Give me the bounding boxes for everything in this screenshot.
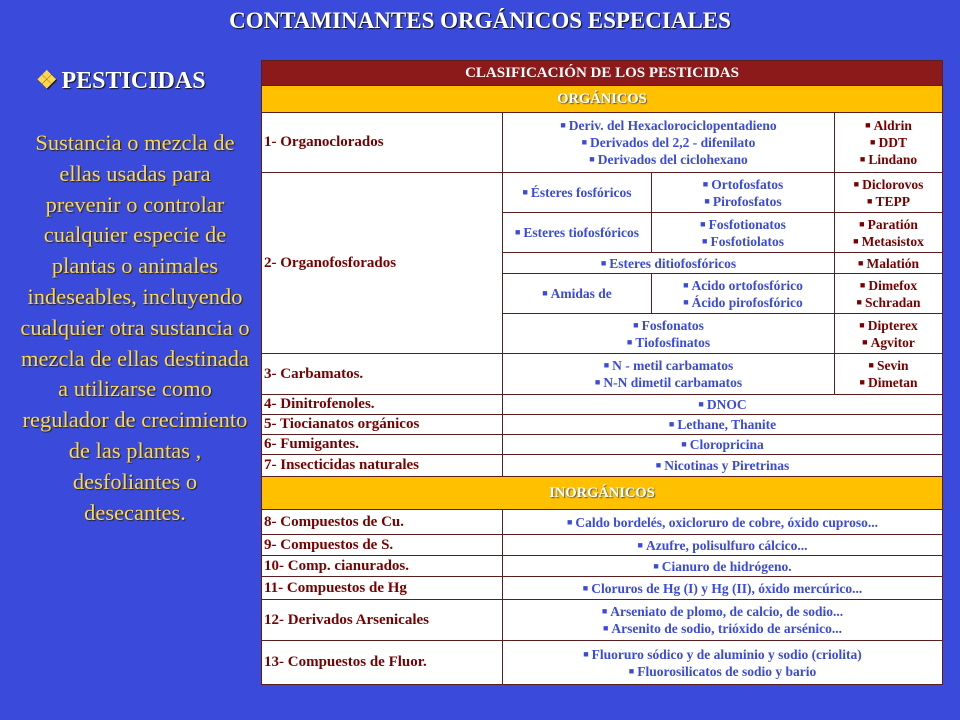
- examples-cell: ■ Diclorovos ■ TEPP: [835, 173, 943, 213]
- value-cell: ■ DNOC: [503, 395, 943, 415]
- table-row: [262, 600, 943, 641]
- subclass-cell: ■ Esteres ditiofosfóricos: [503, 253, 835, 274]
- example-text: Schradan: [864, 294, 921, 310]
- category-cell: 7- Insecticidas naturales: [262, 455, 503, 477]
- subclass-text: Fosfonatos: [641, 317, 704, 333]
- subclass-detail-cell: ■ Ortofosfatos ■ Pirofosfatos: [652, 173, 835, 213]
- category-cell: 11- Compuestos de Hg: [262, 577, 503, 600]
- example-text: Aldrin: [873, 118, 912, 133]
- category-cell: 3- Carbamatos.: [262, 354, 503, 395]
- value-text: Arseniato de plomo, de calcio, de sodio...: [610, 604, 844, 619]
- pesticides-classification-table: [261, 60, 943, 685]
- subclass-text: Derivados del ciclohexano: [597, 152, 748, 167]
- subclass-detail-cell: ■ Fosfotionatos ■ Fosfotiolatos: [652, 213, 835, 253]
- examples-cell: ■ Sevin ■ Dimetan: [835, 354, 943, 395]
- examples-cell: ■ Dimefox ■ Schradan: [835, 274, 943, 314]
- table-row: [262, 354, 943, 395]
- example-text: DDT: [878, 135, 907, 150]
- value-text: Nicotinas y Piretrinas: [664, 458, 790, 473]
- example-text: Dipterex: [867, 317, 918, 333]
- table-row: [262, 395, 943, 415]
- category-cell: 1- Organoclorados: [262, 113, 503, 173]
- subclass-text: Ácido pirofosfórico: [691, 294, 803, 310]
- table-row: [262, 455, 943, 477]
- definition-text: Sustancia o mezcla de ellas usadas para prevenir o controlar cualquier especie de plantas o animales indeseables, incluyendo cualquier otra sustancia o mezcla de ellas destinada a utilizarse como regulador de crecimiento de las plantas , desfoliantes o desecantes.: [20, 130, 250, 525]
- example-text: Dimefox: [868, 277, 918, 293]
- examples-cell: ■ Dipterex ■ Agvitor: [835, 314, 943, 354]
- subclass-text: Acido ortofosfórico: [691, 277, 803, 293]
- examples-cell: ■ Malatión: [835, 253, 943, 274]
- subclass-text: Ortofosfatos: [711, 176, 784, 192]
- diamond-bullet-icon: ❖: [36, 68, 58, 94]
- subclass-cell: ■ Esteres tiofosfóricos: [503, 213, 652, 253]
- value-cell: ■ Nicotinas y Piretrinas: [503, 455, 943, 477]
- subclass-text: Esteres ditiofosfóricos: [609, 255, 737, 271]
- examples-cell: ■ Paratión ■ Metasistox: [835, 213, 943, 253]
- section-row-organicos: [262, 86, 943, 113]
- table-header: CLASIFICACIÓN DE LOS PESTICIDAS: [262, 61, 943, 86]
- example-text: TEPP: [875, 193, 910, 209]
- example-text: Malatión: [866, 255, 919, 271]
- category-cell: 12- Derivados Arsenicales: [262, 600, 503, 641]
- section-row-inorganicos: [262, 477, 943, 510]
- value-text: Cloropricina: [689, 437, 764, 452]
- value-text: DNOC: [706, 397, 747, 412]
- subclass-text: Deriv. del Hexaclorociclopentadieno: [568, 118, 777, 133]
- table-row: [262, 556, 943, 577]
- subclass-cell: ■ Ésteres fosfóricos: [503, 173, 652, 213]
- subclass-cell: ■ Amidas de: [503, 274, 652, 314]
- example-text: Dimetan: [867, 375, 918, 390]
- example-text: Sevin: [876, 358, 909, 373]
- subclass-text: Ésteres fosfóricos: [530, 185, 632, 200]
- subclass-text: N - metil carbamatos: [612, 358, 734, 373]
- category-cell: 2- Organofosforados: [262, 173, 503, 354]
- value-text: Arsenito de sodio, trióxido de arsénico...: [611, 621, 843, 636]
- table-row: [262, 510, 943, 535]
- value-cell: ■ Arseniato de plomo, de calcio, de sodio... ■ Arsenito de sodio, trióxido de arsénico...: [503, 600, 943, 641]
- subclass-text: Derivados del 2,2 - difenilato: [590, 135, 756, 150]
- example-text: Metasistox: [861, 233, 924, 249]
- heading-text: PESTICIDAS: [61, 68, 206, 94]
- table-row: [262, 535, 943, 556]
- value-cell: ■ Cloruros de Hg (I) y Hg (II), óxido mercúrico...: [503, 577, 943, 600]
- value-text: Azufre, polisulfuro cálcico...: [645, 537, 808, 553]
- category-cell: 8- Compuestos de Cu.: [262, 510, 503, 535]
- table-row: [262, 173, 943, 213]
- table-header-row: [262, 61, 943, 86]
- example-text: Lindano: [868, 152, 918, 167]
- value-cell: ■ Cianuro de hidrógeno.: [503, 556, 943, 577]
- subclass-text: Fosfotionatos: [708, 216, 786, 232]
- value-text: Cloruros de Hg (I) y Hg (II), óxido mercúrico...: [591, 580, 863, 596]
- example-text: Agvitor: [870, 334, 915, 350]
- subclass-text: Tiofosfinatos: [635, 334, 711, 350]
- category-cell: 5- Tiocianatos orgánicos: [262, 415, 503, 435]
- section-label-organicos: ORGÁNICOS: [262, 86, 943, 113]
- category-cell: 9- Compuestos de S.: [262, 535, 503, 556]
- example-text: Paratión: [867, 216, 918, 232]
- subclass-text: Esteres tiofosfóricos: [523, 225, 640, 240]
- examples-cell: ■ Aldrin ■ DDT ■ Lindano: [835, 113, 943, 173]
- table-row: [262, 435, 943, 455]
- subclass-text: Fosfotiolatos: [710, 233, 784, 249]
- subclass-cell: ■ Fosfonatos ■ Tiofosfinatos: [503, 314, 835, 354]
- example-text: Diclorovos: [862, 176, 924, 192]
- subclass-detail-cell: ■ Acido ortofosfórico ■ Ácido pirofosfórico: [652, 274, 835, 314]
- subclass-text: N-N dimetil carbamatos: [603, 375, 743, 390]
- table-row: [262, 577, 943, 600]
- table-row: [262, 113, 943, 173]
- subclass-cell: ■ N - metil carbamatos ■ N-N dimetil carbamatos: [503, 354, 835, 395]
- value-text: Fluoruro sódico y de aluminio y sodio (criolita): [591, 646, 862, 662]
- value-cell: ■ Cloropricina: [503, 435, 943, 455]
- subclass-text: Pirofosfatos: [712, 193, 782, 209]
- value-text: Caldo bordelés, oxicloruro de cobre, óxido cuproso...: [575, 514, 879, 530]
- section-label-inorganicos: INORGÁNICOS: [262, 477, 943, 510]
- value-text: Lethane, Thanite: [677, 417, 777, 432]
- value-text: Cianuro de hidrógeno.: [661, 558, 792, 574]
- subclass-cell: ■ Deriv. del Hexaclorociclopentadieno ■ Derivados del 2,2 - difenilato ■ Derivados del ciclohexano: [503, 113, 835, 173]
- category-cell: 13- Compuestos de Fluor.: [262, 641, 503, 685]
- section-heading: [36, 66, 206, 95]
- category-cell: 4- Dinitrofenoles.: [262, 395, 503, 415]
- value-cell: ■ Lethane, Thanite: [503, 415, 943, 435]
- table-row: [262, 641, 943, 685]
- table-row: [262, 415, 943, 435]
- value-text: Fluorosilicatos de sodio y bario: [637, 663, 817, 679]
- value-cell: ■ Azufre, polisulfuro cálcico...: [503, 535, 943, 556]
- category-cell: 6- Fumigantes.: [262, 435, 503, 455]
- value-cell: ■ Caldo bordelés, oxicloruro de cobre, óxido cuproso...: [503, 510, 943, 535]
- value-cell: ■ Fluoruro sódico y de aluminio y sodio (criolita) ■ Fluorosilicatos de sodio y bario: [503, 641, 943, 685]
- page-title: CONTAMINANTES ORGÁNICOS ESPECIALES: [229, 8, 731, 33]
- category-cell: 10- Comp. cianurados.: [262, 556, 503, 577]
- subclass-text: Amidas de: [550, 286, 612, 301]
